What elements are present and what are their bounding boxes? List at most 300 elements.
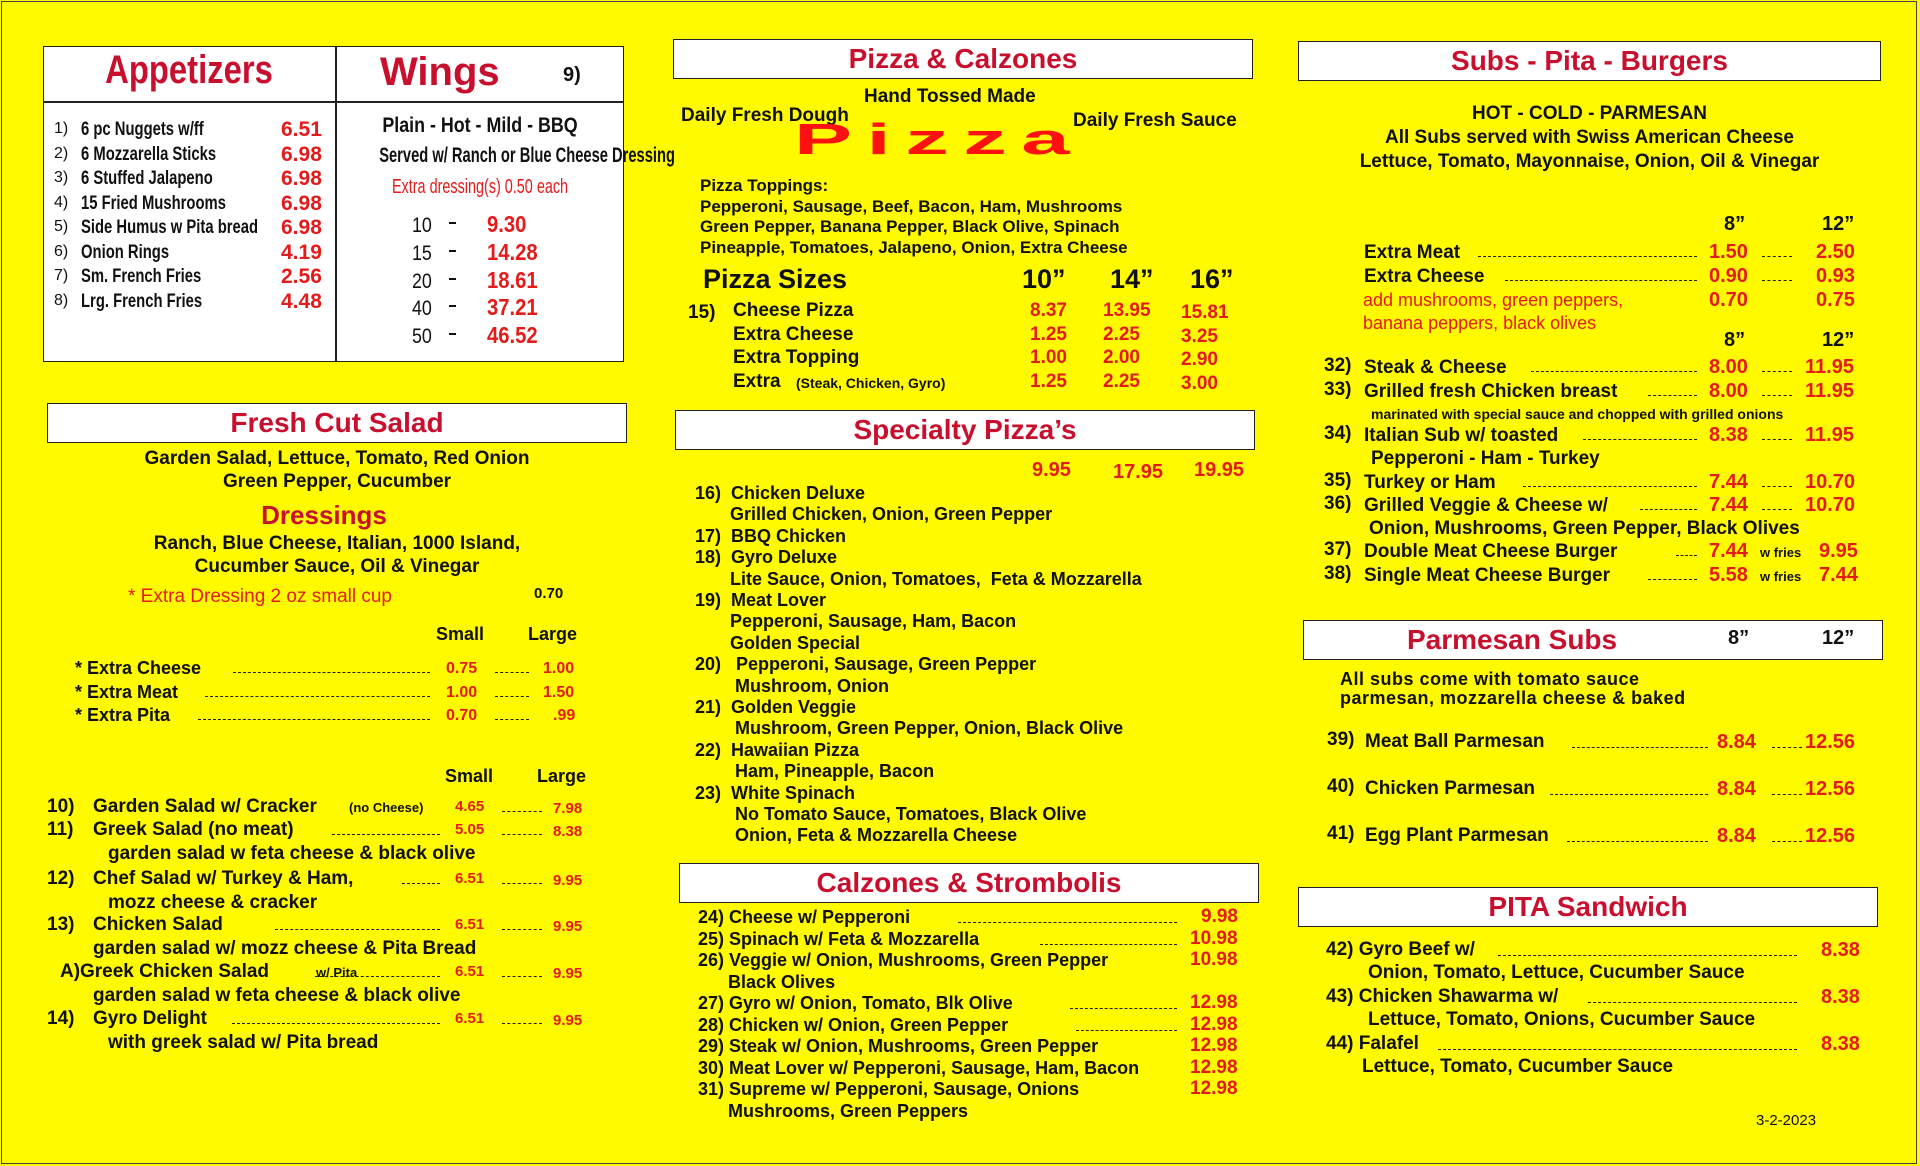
parmesan-price-12: 12.56: [1805, 731, 1856, 753]
dotted-leader: [1648, 395, 1697, 396]
sub-number: 37): [1324, 539, 1352, 560]
pizza-fresh-dough: Daily Fresh Dough: [681, 105, 849, 126]
appetizer-price: 6.98: [281, 142, 322, 166]
subs-extra-name: Extra Meat: [1364, 242, 1461, 263]
appetizer-number: 3): [54, 169, 69, 186]
specialty-line: 16) Chicken Deluxe: [695, 483, 866, 503]
appetizer-name: 6 Stuffed Jalapeno: [81, 168, 213, 189]
wings-price: 9.30: [487, 211, 527, 237]
salad-extra-large: 1.00: [543, 660, 575, 677]
parmesan-number: 40): [1327, 776, 1355, 797]
pizza-price: 3.25: [1181, 325, 1218, 347]
with-fries-label: w fries: [1760, 569, 1802, 584]
dressings-list-1: Ranch, Blue Cheese, Italian, 1000 Island,: [153, 533, 521, 554]
dotted-leader: [1772, 794, 1802, 795]
calzone-price: 10.98: [1190, 927, 1238, 949]
dotted-leader: [1762, 509, 1792, 510]
pita-name: 42) Gyro Beef w/: [1326, 939, 1475, 960]
pizza-price: 2.25: [1103, 323, 1140, 345]
calzone-line: 24) Cheese w/ Pepperoni: [698, 907, 911, 927]
appetizer-number: 6): [54, 242, 69, 260]
pita-header: [1298, 887, 1878, 927]
salad-desc-2: Green Pepper, Cucumber: [222, 471, 452, 492]
subs-toppings: Lettuce, Tomato, Mayonnaise, Onion, Oil & Vinegar: [1359, 151, 1820, 172]
wings-price: 14.28: [487, 238, 538, 265]
dotted-leader: [1567, 841, 1708, 842]
dotted-leader: [1762, 486, 1792, 487]
specialty-line: Mushroom, Green Pepper, Onion, Black Olive: [695, 718, 1124, 739]
pizza-big-logo: Pizza: [794, 115, 1085, 164]
wings-served: Served w/ Ranch or Blue Cheese Dressing: [379, 144, 675, 167]
appetizer-price: 2.56: [281, 265, 322, 288]
salad-desc-1: Garden Salad, Lettuce, Tomato, Red Onion: [144, 448, 530, 469]
pizza-price: 8.37: [1030, 300, 1067, 321]
dotted-leader: [1762, 256, 1792, 257]
extra-dressing-price: 0.70: [534, 585, 564, 602]
specialty-line: Lite Sauce, Onion, Tomatoes, Feta & Mozzarella: [695, 568, 1142, 589]
wings-count: 40: [412, 297, 432, 321]
appetizer-number: 5): [54, 218, 69, 235]
pizza-fresh-sauce: Daily Fresh Sauce: [1073, 110, 1237, 131]
salad-header: [47, 403, 627, 443]
dash: [449, 222, 456, 224]
wings-number: 9): [563, 64, 581, 86]
dotted-leader: [1588, 1002, 1797, 1003]
dotted-leader: [958, 922, 1177, 923]
veg-addon-price-12: 0.75: [1816, 289, 1855, 311]
specialty-line: 20) Pepperoni, Sausage, Green Pepper: [695, 654, 1037, 675]
calzone-line: 27) Gyro w/ Onion, Tomato, Blk Olive: [698, 993, 1013, 1013]
salad-number: 11): [47, 819, 74, 840]
subs-size-12b: 12”: [1822, 329, 1855, 351]
sub-name: Turkey or Ham: [1364, 472, 1496, 493]
salad-large-price: 9.95: [553, 918, 583, 935]
dash: [449, 250, 456, 252]
subs-extra-12: 2.50: [1816, 241, 1855, 263]
appetizer-price: 6.98: [281, 167, 322, 190]
subs-size-12: 12”: [1822, 213, 1855, 235]
dotted-leader: [495, 696, 529, 697]
salad-number: 10): [47, 796, 75, 817]
parmesan-price-12: 12.56: [1805, 825, 1856, 847]
sub-price-12: 11.95: [1805, 356, 1854, 378]
subs-hot-cold: HOT - COLD - PARMESAN: [1471, 103, 1708, 124]
appetizer-number: 4): [54, 193, 69, 211]
specialty-price-10: 9.95: [1032, 459, 1071, 481]
veggie-sub-toppings: Onion, Mushrooms, Green Pepper, Black Olives: [1369, 518, 1800, 539]
salad-large-price: 9.95: [553, 965, 583, 982]
pizza-sizes-title: Pizza Sizes: [703, 264, 848, 294]
calzone-price: 10.98: [1190, 949, 1238, 970]
sub-price-12: 10.70: [1805, 471, 1856, 493]
calzone-line: Black Olives: [698, 971, 836, 992]
specialty-line: 18) Gyro Deluxe: [695, 547, 838, 568]
sub-number: 35): [1324, 470, 1352, 491]
pizza-row-name: Extra Cheese: [733, 323, 854, 345]
sub-name: Single Meat Cheese Burger: [1364, 565, 1611, 586]
dotted-leader: [1772, 747, 1802, 748]
extra-dressing-note: * Extra Dressing 2 oz small cup: [128, 586, 392, 607]
veg-addon-price-8: 0.70: [1709, 289, 1748, 311]
parmesan-price-12: 12.56: [1805, 778, 1856, 800]
calzones-title: Calzones & Strombolis: [816, 867, 1122, 898]
salad-small-price: 6.51: [455, 916, 485, 933]
calzone-price: 12.98: [1190, 1056, 1238, 1078]
salad-number: 13): [47, 914, 75, 935]
specialty-line: Onion, Feta & Mozzarella Cheese: [695, 825, 1018, 846]
dotted-leader: [495, 719, 529, 720]
dressings-list-2: Cucumber Sauce, Oil & Vinegar: [194, 556, 480, 577]
appetizer-number: 1): [54, 120, 69, 137]
specialty-header: [675, 410, 1255, 450]
dotted-leader: [1640, 509, 1697, 510]
salad-description: mozz cheese & cracker: [108, 892, 318, 913]
specialty-line: 19) Meat Lover: [695, 590, 827, 610]
divider: [335, 46, 337, 362]
calzone-price: 12.98: [1190, 992, 1238, 1013]
appetizer-number: 2): [54, 144, 69, 162]
dash: [449, 278, 456, 280]
sub-price-12: 11.95: [1805, 380, 1854, 402]
salad-large-price: 8.38: [553, 823, 583, 840]
parmesan-desc-1: All subs come with tomato sauce: [1340, 669, 1640, 689]
salad-extra-name: * Extra Pita: [75, 705, 171, 725]
wings-price: 18.61: [487, 266, 538, 293]
salad-extra-small: 0.70: [446, 707, 478, 724]
dotted-leader: [1772, 841, 1802, 842]
calzone-price: 12.98: [1190, 1035, 1238, 1056]
pizza-item-number: 15): [688, 302, 716, 323]
dotted-leader: [1762, 371, 1792, 372]
subs-size-8: 8”: [1724, 213, 1746, 235]
pizza-row-note: (Steak, Chicken, Gyro): [796, 374, 946, 391]
sub-number: 32): [1324, 355, 1352, 376]
sub-price-8: 8.00: [1709, 356, 1748, 378]
specialty-line: Pepperoni, Sausage, Ham, Bacon: [695, 611, 1017, 632]
pita-name: 44) Falafel: [1326, 1033, 1419, 1054]
sub-price-8: 7.44: [1709, 540, 1748, 562]
calzone-price: 12.98: [1190, 1078, 1238, 1099]
pizza-title: Pizza & Calzones: [848, 43, 1078, 74]
salad-extra-large: 1.50: [543, 683, 575, 701]
salad-extra-large: .99: [553, 707, 576, 724]
salad-extra-name: * Extra Cheese: [75, 658, 202, 678]
sub-price-8: 8.38: [1709, 424, 1748, 446]
salad-name: Gyro Delight: [93, 1008, 208, 1029]
wings-count: 20: [412, 269, 432, 293]
specialty-line: 22) Hawaiian Pizza: [695, 739, 860, 760]
pizza-price: 15.81: [1181, 302, 1229, 323]
subs-extra-name: Extra Cheese: [1364, 265, 1485, 287]
sub-price-8: 7.44: [1709, 494, 1748, 516]
dotted-leader: [232, 1023, 440, 1024]
pizza-price: 3.00: [1181, 372, 1218, 394]
pizza-header: [673, 39, 1253, 79]
salad-small-header: Small: [445, 766, 494, 786]
pizza-price: 1.00: [1030, 347, 1067, 368]
size-16: 16”: [1190, 264, 1234, 294]
pizza-toppings: [700, 176, 1128, 258]
pizza-price: 2.90: [1181, 349, 1218, 370]
specialty-line: Mushroom, Onion: [695, 675, 889, 696]
dotted-leader: [198, 719, 430, 720]
dotted-leader: [1438, 1049, 1797, 1050]
pita-title: PITA Sandwich: [1488, 891, 1688, 922]
salad-name: Greek Chicken Salad: [80, 961, 270, 982]
dash: [449, 305, 456, 307]
pizza-price: 2.25: [1103, 370, 1140, 392]
dotted-leader: [1070, 1008, 1177, 1009]
salad-name: Chicken Salad: [93, 914, 223, 935]
sub-name: Steak & Cheese: [1364, 357, 1507, 378]
dotted-leader: [1498, 955, 1797, 956]
dotted-leader: [502, 1023, 542, 1024]
subs-size-8b: 8”: [1724, 329, 1746, 351]
specialty-line: Golden Special: [695, 632, 861, 653]
calzone-price: 9.98: [1201, 906, 1238, 927]
wings-price: 46.52: [487, 322, 538, 349]
salad-number: 12): [47, 868, 75, 889]
wings-count: 10: [412, 214, 432, 237]
dotted-leader: [205, 696, 430, 697]
salad-number: 14): [47, 1008, 75, 1029]
sub-price-12: 10.70: [1805, 494, 1856, 516]
appetizer-price: 6.98: [281, 216, 322, 239]
dotted-leader: [315, 976, 440, 977]
salad-extra-name: * Extra Meat: [75, 681, 179, 702]
salad-small-price: 6.51: [455, 1010, 485, 1027]
pita-description: Onion, Tomato, Lettuce, Cucumber Sauce: [1368, 962, 1745, 983]
with-fries-label: w fries: [1760, 545, 1802, 560]
appetizer-price: 4.19: [281, 240, 322, 264]
salad-small-price: 4.65: [455, 798, 485, 815]
pita-description: Lettuce, Tomato, Onions, Cucumber Sauce: [1368, 1009, 1756, 1030]
subs-extra-8: 0.90: [1709, 264, 1748, 287]
parmesan-name: Chicken Parmesan: [1365, 778, 1536, 799]
parmesan-name: Egg Plant Parmesan: [1365, 825, 1549, 846]
salad-small-price: 5.05: [455, 821, 485, 838]
specialty-line: No Tomato Sauce, Tomatoes, Black Olive: [695, 804, 1087, 824]
pizza-hand-tossed: Hand Tossed Made: [864, 86, 1036, 107]
pita-price: 8.38: [1821, 986, 1860, 1008]
salad-large-price: 7.98: [553, 800, 583, 817]
dotted-leader: [502, 834, 542, 835]
extras-large-header: Large: [528, 624, 578, 644]
salad-large-price: 9.95: [553, 872, 583, 889]
appetizer-name: Side Humus w Pita bread: [81, 217, 259, 238]
sub-name: Grilled fresh Chicken breast: [1364, 381, 1618, 402]
sub-number: 33): [1324, 379, 1352, 400]
pita-description: Lettuce, Tomato, Cucumber Sauce: [1362, 1056, 1674, 1077]
wings-count: 50: [412, 325, 432, 349]
salad-note: w/ Pita: [316, 965, 358, 980]
toppings-title: Pizza Toppings:: [700, 176, 829, 195]
parmesan-price-8: 8.84: [1717, 778, 1756, 800]
salad-large-price: 9.95: [553, 1012, 583, 1029]
dotted-leader: [1648, 579, 1697, 580]
salad-small-price: 6.51: [455, 870, 485, 887]
dotted-leader: [502, 883, 542, 884]
sub-number: 34): [1324, 423, 1352, 444]
sub-number: 36): [1324, 493, 1352, 514]
appetizer-price: 6.98: [281, 191, 322, 215]
calzone-line: 25) Spinach w/ Feta & Mozzarella: [698, 928, 980, 949]
dotted-leader: [1523, 486, 1697, 487]
dotted-leader: [495, 672, 529, 673]
dotted-leader: [275, 929, 440, 930]
pizza-row-name: Extra: [733, 370, 781, 392]
sub-name: Italian Sub w/ toasted: [1364, 425, 1559, 446]
specialty-line: Grilled Chicken, Onion, Green Pepper: [695, 504, 1053, 525]
pizza-price: 2.00: [1103, 347, 1140, 368]
italian-sub-meats: Pepperoni - Ham - Turkey: [1371, 448, 1600, 469]
sub-price-12: 11.95: [1805, 424, 1854, 446]
sub-name: Grilled Veggie & Cheese w/: [1364, 495, 1608, 516]
salad-number: A): [60, 961, 81, 982]
sub-price-8: 5.58: [1709, 564, 1748, 586]
subs-served: All Subs served with Swiss American Cheese: [1384, 127, 1794, 148]
specialty-line: Ham, Pineapple, Bacon: [695, 761, 935, 782]
parmesan-name: Meat Ball Parmesan: [1365, 731, 1545, 752]
subs-title: Subs - Pita - Burgers: [1451, 45, 1728, 76]
veg-addon-1: add mushrooms, green peppers,: [1363, 290, 1624, 310]
extras-small-header: Small: [436, 624, 485, 644]
salad-name: Greek Salad (no meat): [93, 819, 294, 840]
appetizer-name: Lrg. French Fries: [81, 290, 203, 312]
appetizer-price: 4.48: [281, 289, 322, 313]
parmesan-title: Parmesan Subs: [1407, 624, 1618, 655]
salad-name: Garden Salad w/ Cracker: [93, 796, 317, 817]
toppings-line-2: Green Pepper, Banana Pepper, Black Olive, Spinach: [700, 217, 1120, 236]
dotted-leader: [1478, 256, 1697, 257]
divider: [43, 101, 624, 103]
appetizer-name: Sm. French Fries: [81, 266, 202, 287]
salad-name: Chef Salad w/ Turkey & Ham,: [93, 868, 354, 889]
dotted-leader: [1531, 371, 1697, 372]
salad-description: garden salad w feta cheese & black olive: [108, 843, 476, 864]
calzone-line: 28) Chicken w/ Onion, Green Pepper: [698, 1014, 1009, 1035]
subs-extra-8: 1.50: [1709, 241, 1748, 263]
parmesan-size-12: 12”: [1822, 627, 1855, 649]
wings-title: Wings: [380, 50, 500, 94]
specialty-line: 17) BBQ Chicken: [695, 525, 847, 546]
pizza-row-name: Cheese Pizza: [733, 300, 854, 321]
salad-extra-small: 1.00: [446, 683, 478, 701]
sub-price-12: 9.95: [1819, 540, 1858, 562]
sub-price-12: 7.44: [1819, 564, 1858, 586]
calzone-line: 29) Steak w/ Onion, Mushrooms, Green Pepper: [698, 1036, 1099, 1056]
pita-price: 8.38: [1821, 1033, 1860, 1055]
appetizer-number: 8): [54, 291, 69, 309]
salad-description: garden salad w feta cheese & black olive: [93, 985, 461, 1006]
pizza-price: 13.95: [1103, 300, 1151, 321]
calzones-header: [679, 863, 1259, 903]
specialty-price-16: 19.95: [1194, 459, 1245, 481]
sub-price-8: 8.00: [1709, 380, 1748, 402]
dotted-leader: [1505, 280, 1697, 281]
parmesan-desc-2: parmesan, mozzarella cheese & baked: [1340, 688, 1686, 708]
calzone-line: 26) Veggie w/ Onion, Mushrooms, Green Pepper: [698, 950, 1109, 970]
toppings-line-1: Pepperoni, Sausage, Beef, Bacon, Ham, Mushrooms: [700, 196, 1123, 216]
parmesan-price-8: 8.84: [1717, 825, 1756, 847]
dotted-leader: [1040, 944, 1177, 945]
dotted-leader: [233, 672, 430, 673]
pita-name: 43) Chicken Shawarma w/: [1326, 986, 1559, 1007]
parmesan-number: 41): [1327, 823, 1355, 844]
parmesan-price-8: 8.84: [1717, 731, 1756, 753]
appetizer-name: 6 pc Nuggets w/ff: [81, 119, 204, 140]
toppings-line-3: Pineapple, Tomatoes, Jalapeno, Onion, Extra Cheese: [700, 237, 1128, 257]
dotted-leader: [502, 976, 542, 977]
salad-note: (no Cheese): [349, 800, 424, 815]
pizza-price: 1.25: [1030, 323, 1067, 345]
salad-description: with greek salad w/ Pita bread: [108, 1032, 379, 1053]
appetizers-title: Appetizers: [105, 48, 273, 92]
sub-name: Double Meat Cheese Burger: [1364, 541, 1618, 562]
calzone-line: 30) Meat Lover w/ Pepperoni, Sausage, Ham, Bacon: [698, 1057, 1140, 1078]
calzone-line: Mushrooms, Green Peppers: [698, 1100, 969, 1121]
wings-count: 15: [412, 241, 432, 265]
dotted-leader: [1762, 395, 1792, 396]
parmesan-header: [1303, 620, 1883, 660]
calzone-line: 31) Supreme w/ Pepperoni, Sausage, Onions: [698, 1079, 1080, 1099]
appetizer-name: 6 Mozzarella Sticks: [81, 143, 217, 165]
dotted-leader: [402, 883, 440, 884]
dotted-leader: [332, 834, 440, 835]
size-14: 14”: [1110, 264, 1154, 294]
menu-date: 3-2-2023: [1756, 1112, 1817, 1129]
dotted-leader: [502, 811, 542, 812]
pizza-price: 1.25: [1030, 370, 1067, 392]
parmesan-size-8: 8”: [1728, 627, 1750, 649]
dotted-leader: [1762, 280, 1792, 281]
specialty-line: 21) Golden Veggie: [695, 697, 857, 717]
veg-addon-2: banana peppers, black olives: [1363, 313, 1597, 333]
appetizer-price: 6.51: [281, 118, 322, 141]
subs-extra-12: 0.93: [1816, 264, 1855, 287]
calzone-price: 12.98: [1190, 1013, 1238, 1035]
dotted-leader: [1076, 1030, 1177, 1031]
pizza-row-name: Extra Topping: [733, 347, 860, 368]
dash: [449, 333, 456, 335]
sub-price-8: 7.44: [1709, 471, 1748, 493]
appetizer-name: Onion Rings: [81, 241, 170, 263]
appetizer-number: 7): [54, 267, 69, 284]
pita-price: 8.38: [1821, 939, 1860, 961]
salad-title: Fresh Cut Salad: [230, 407, 444, 438]
dressings-title: Dressings: [261, 500, 387, 530]
dotted-leader: [1572, 747, 1708, 748]
wings-extra-dressing: Extra dressing(s) 0.50 each: [391, 176, 569, 198]
parmesan-number: 39): [1327, 729, 1355, 750]
salad-small-price: 6.51: [455, 963, 485, 980]
specialty-title: Specialty Pizza’s: [853, 414, 1077, 445]
chicken-marinated-note: marinated with special sauce and chopped with grilled onions: [1371, 406, 1784, 422]
subs-header: [1298, 41, 1881, 81]
salad-description: garden salad w/ mozz cheese & Pita Bread: [93, 938, 477, 959]
wings-flavors: Plain - Hot - Mild - BBQ: [382, 114, 578, 137]
wings-price: 37.21: [487, 294, 538, 321]
sub-number: 38): [1324, 563, 1352, 584]
size-10: 10”: [1022, 264, 1066, 294]
dotted-leader: [1583, 439, 1697, 440]
specialty-price-14: 17.95: [1113, 461, 1164, 483]
dotted-leader: [502, 929, 542, 930]
dotted-leader: [1550, 794, 1708, 795]
salad-extra-small: 0.75: [446, 660, 478, 677]
salad-large-header: Large: [537, 766, 587, 786]
dotted-leader: [1676, 555, 1697, 556]
